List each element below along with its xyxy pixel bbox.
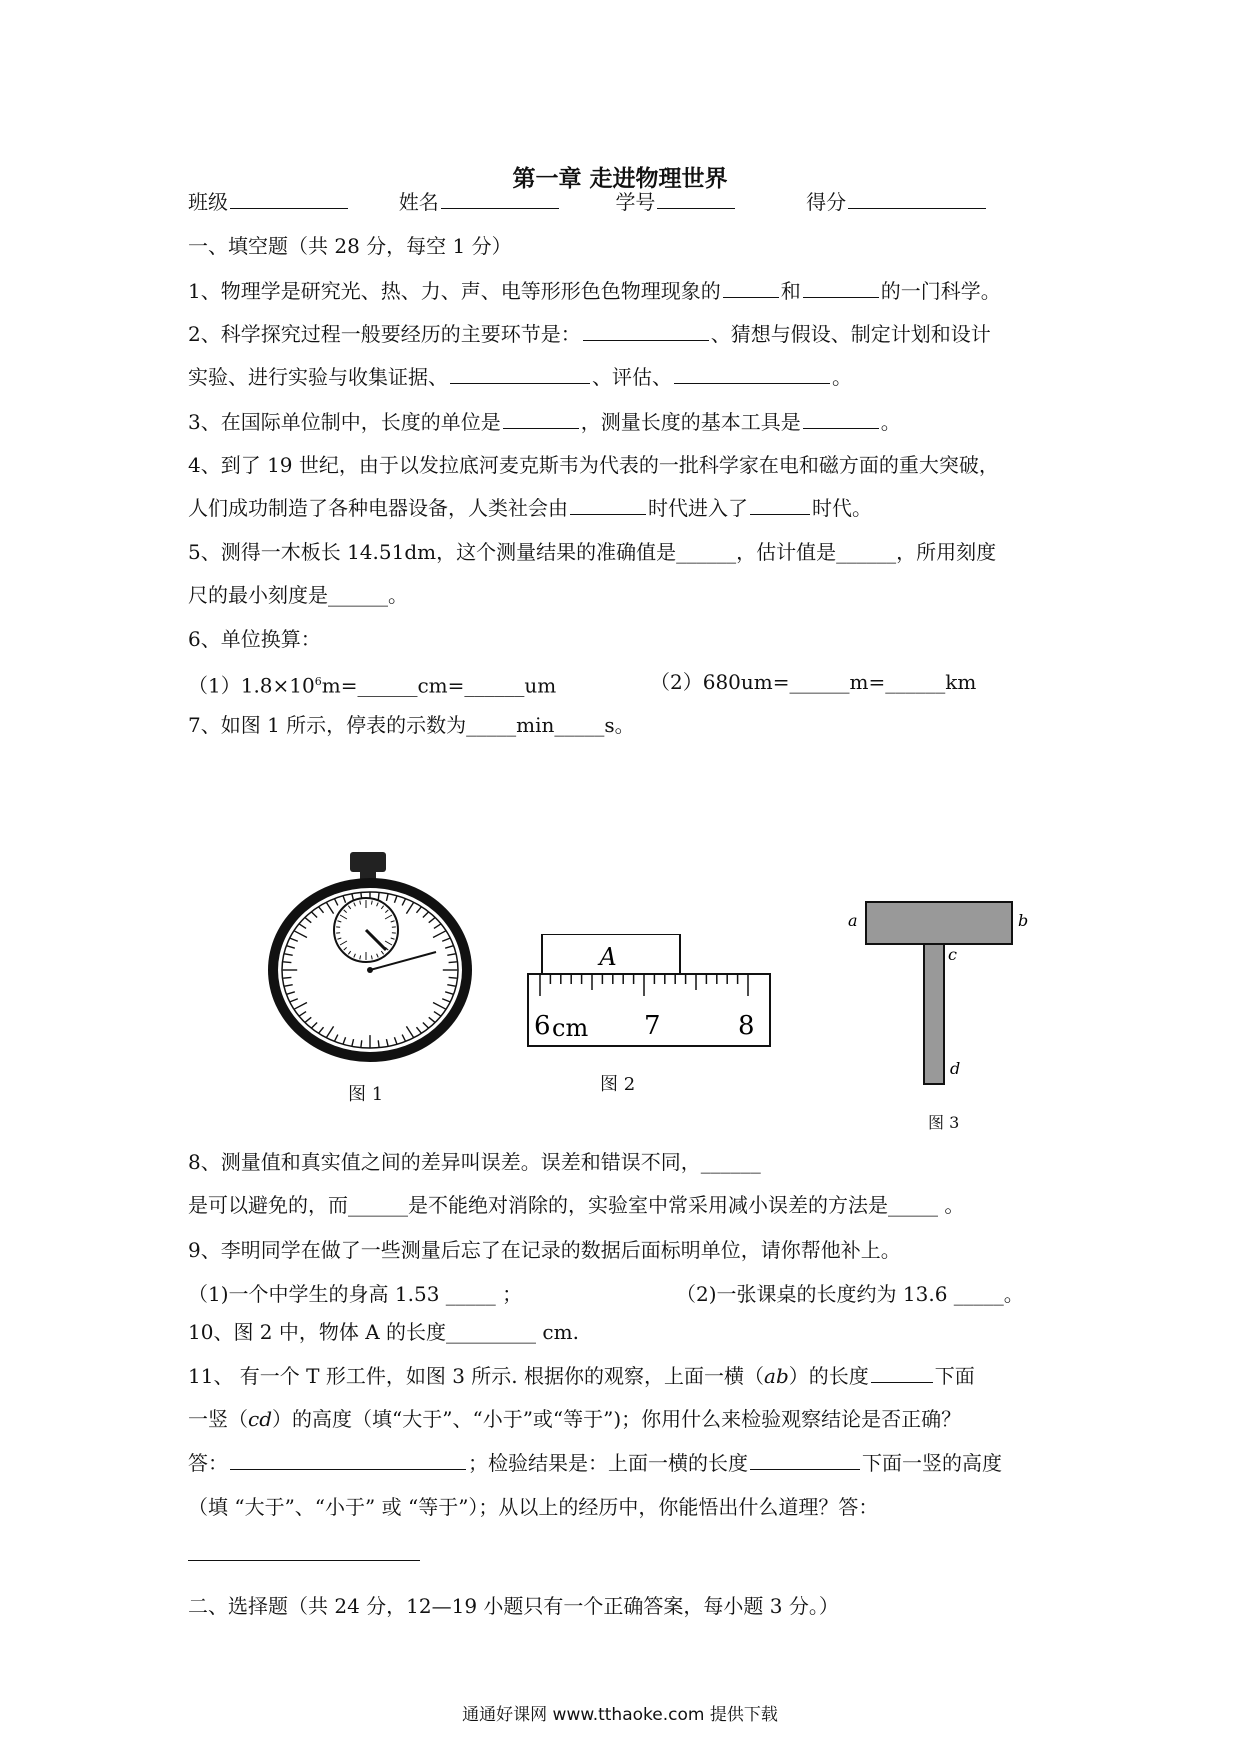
question-2-line-2 xyxy=(188,363,852,391)
name-field[interactable] xyxy=(441,188,559,209)
dial-tick xyxy=(449,962,457,963)
q3-blank-1[interactable] xyxy=(503,408,579,429)
q6-p1: （1）1.8×10 xyxy=(188,673,315,698)
t-label-c: c xyxy=(948,945,957,964)
q11-answer-line[interactable] xyxy=(188,1560,420,1561)
q1-text-a: 1、物理学是研究光、热、力、声、电等形形色色物理现象的 xyxy=(188,279,721,303)
q4-text-b: 人们成功制造了各种电器设备，人类社会由 xyxy=(188,496,568,520)
dial-tick xyxy=(283,962,291,963)
score-field[interactable] xyxy=(848,188,986,209)
q1-blank-1[interactable] xyxy=(723,277,779,298)
student-info xyxy=(188,188,988,216)
t-shape-figure xyxy=(840,898,1040,1092)
question-1 xyxy=(188,277,1001,305)
stopwatch-figure xyxy=(268,852,480,1080)
q4-text-d: 时代。 xyxy=(812,496,872,520)
q11-text-a1: 11、 有一个 T 形工件，如图 3 所示. 根据你的观察，上面一横（ xyxy=(188,1364,765,1388)
q1-text-b: 和 xyxy=(780,279,801,303)
score-label: 得分 xyxy=(806,190,847,214)
q11-blank-2[interactable] xyxy=(230,1449,466,1470)
q11-text-c2: ；检验结果是：上面一横的长度 xyxy=(468,1451,748,1475)
question-9: 9、李明同学在做了一些测量后忘了在记录的数据后面标明单位，请你帮他补上。 xyxy=(188,1238,901,1262)
dial-tick xyxy=(283,977,291,978)
question-9-part-2: （2)一张课桌的长度约为 13.6 _____。 xyxy=(676,1282,1024,1306)
q2-text-e: 。 xyxy=(832,365,852,389)
question-2-line-1 xyxy=(188,320,991,348)
ruler-unit-cm: cm xyxy=(552,1014,589,1042)
section-heading-1: 一、填空题（共 28 分，每空 1 分） xyxy=(188,234,512,258)
q4-blank-1[interactable] xyxy=(570,494,646,515)
q1-text-c: 的一门科学。 xyxy=(880,279,1001,303)
q3-text-a: 3、在国际单位制中，长度的单位是 xyxy=(188,410,501,434)
ruler-label-8: 8 xyxy=(738,1011,755,1041)
t-label-d: d xyxy=(950,1059,961,1078)
number-field[interactable] xyxy=(657,188,735,209)
question-4-line-2 xyxy=(188,494,872,522)
footer-credit: 通通好课网 www.tthaoke.com 提供下载 xyxy=(462,1705,778,1725)
number-label: 学号 xyxy=(615,190,656,214)
figure-2-caption: 图 2 xyxy=(600,1074,636,1095)
q11-text-a2: ）的长度 xyxy=(788,1364,869,1388)
figure-1-caption: 图 1 xyxy=(348,1084,384,1105)
question-5-line-2: 尺的最小刻度是______。 xyxy=(188,583,408,607)
question-4-line-1: 4、到了 19 世纪，由于以发拉底河麦克斯韦为代表的一批科学家在电和磁方面的重大突破， xyxy=(188,453,999,477)
class-field[interactable] xyxy=(230,188,348,209)
q11-blank-3[interactable] xyxy=(750,1449,860,1470)
q2-text-a: 2、科学探究过程一般要经历的主要环节是： xyxy=(188,322,581,346)
q11-ab: ab xyxy=(764,1364,789,1388)
ruler-label-6: 6 xyxy=(534,1011,551,1041)
q3-text-c: 。 xyxy=(880,410,901,434)
section-heading-2: 二、选择题（共 24 分，12—19 小题只有一个正确答案，每小题 3 分。） xyxy=(188,1594,839,1618)
ruler-label-7: 7 xyxy=(644,1011,661,1041)
question-7: 7、如图 1 所示，停表的示数为_____min_____s。 xyxy=(188,713,635,737)
block-a-label: A xyxy=(599,943,617,971)
q11-cd: cd xyxy=(248,1407,273,1431)
q11-blank-1[interactable] xyxy=(871,1362,933,1383)
q4-text-c: 时代进入了 xyxy=(648,496,748,520)
q2-text-c: 实验、进行实验与收集证据、 xyxy=(188,365,448,389)
dial-tick xyxy=(378,892,379,899)
question-6-part-2: （2）680um=______m=______km xyxy=(650,670,977,694)
q11-text-c3: 下面一竖的高度 xyxy=(862,1451,1002,1475)
q2-text-d: 、评估、 xyxy=(592,365,672,389)
q2-text-b: 、猜想与假设、制定计划和设计 xyxy=(710,322,991,346)
question-11-line-4: （填 “大于”、“小于” 或 “等于”）；从以上的经历中，你能悟出什么道理？答： xyxy=(188,1495,879,1519)
q1-blank-2[interactable] xyxy=(803,277,879,298)
question-8-line-2: 是可以避免的，而______是不能绝对消除的，实验室中常采用减小误差的方法是_____ 。 xyxy=(188,1193,965,1217)
question-11-line-1 xyxy=(188,1362,975,1390)
question-6: 6、单位换算： xyxy=(188,627,321,651)
q2-blank-2[interactable] xyxy=(450,363,590,384)
q4-blank-2[interactable] xyxy=(750,494,810,515)
q6-p1-rest: m=______cm=______um xyxy=(321,673,557,698)
q11-text-b1: 一竖（ xyxy=(188,1407,248,1431)
dial-tick xyxy=(449,977,457,978)
q3-blank-2[interactable] xyxy=(803,408,879,429)
name-label: 姓名 xyxy=(398,190,439,214)
question-9-part-1: （1)一个中学生的身高 1.53 _____ ； xyxy=(188,1282,523,1306)
question-11-line-2 xyxy=(188,1405,961,1433)
question-3 xyxy=(188,408,901,436)
q2-blank-3[interactable] xyxy=(674,363,830,384)
t-label-a: a xyxy=(848,911,858,930)
question-8-line-1: 8、测量值和真实值之间的差异叫误差。误差和错误不同，______ xyxy=(188,1150,761,1174)
ruler-figure xyxy=(526,934,774,1050)
q11-text-c1: 答： xyxy=(188,1451,228,1475)
q6-p1-exponent: 6 xyxy=(314,675,322,688)
dial-tick xyxy=(378,1040,379,1047)
question-11-line-3 xyxy=(188,1449,1002,1477)
question-6-part-1 xyxy=(188,668,556,700)
question-10: 10、图 2 中，物体 A 的长度_________ cm. xyxy=(188,1320,579,1344)
class-label: 班级 xyxy=(188,190,228,214)
page-title: 第一章 走进物理世界 xyxy=(512,166,728,192)
dial-tick xyxy=(361,1040,362,1047)
q11-text-a3: 下面 xyxy=(934,1364,975,1388)
q2-blank-1[interactable] xyxy=(583,320,709,341)
t-label-b: b xyxy=(1018,911,1029,930)
question-5-line-1: 5、测得一木板长 14.51dm，这个测量结果的准确值是______，估计值是______，所用刻度 xyxy=(188,540,997,564)
q3-text-b: ，测量长度的基本工具是 xyxy=(580,410,801,434)
q11-text-b2: ）的高度（填“大于”、“小于”或“等于”)；你用什么来检验观察结论是否正确？ xyxy=(272,1407,962,1431)
figure-3-caption: 图 3 xyxy=(928,1113,960,1132)
